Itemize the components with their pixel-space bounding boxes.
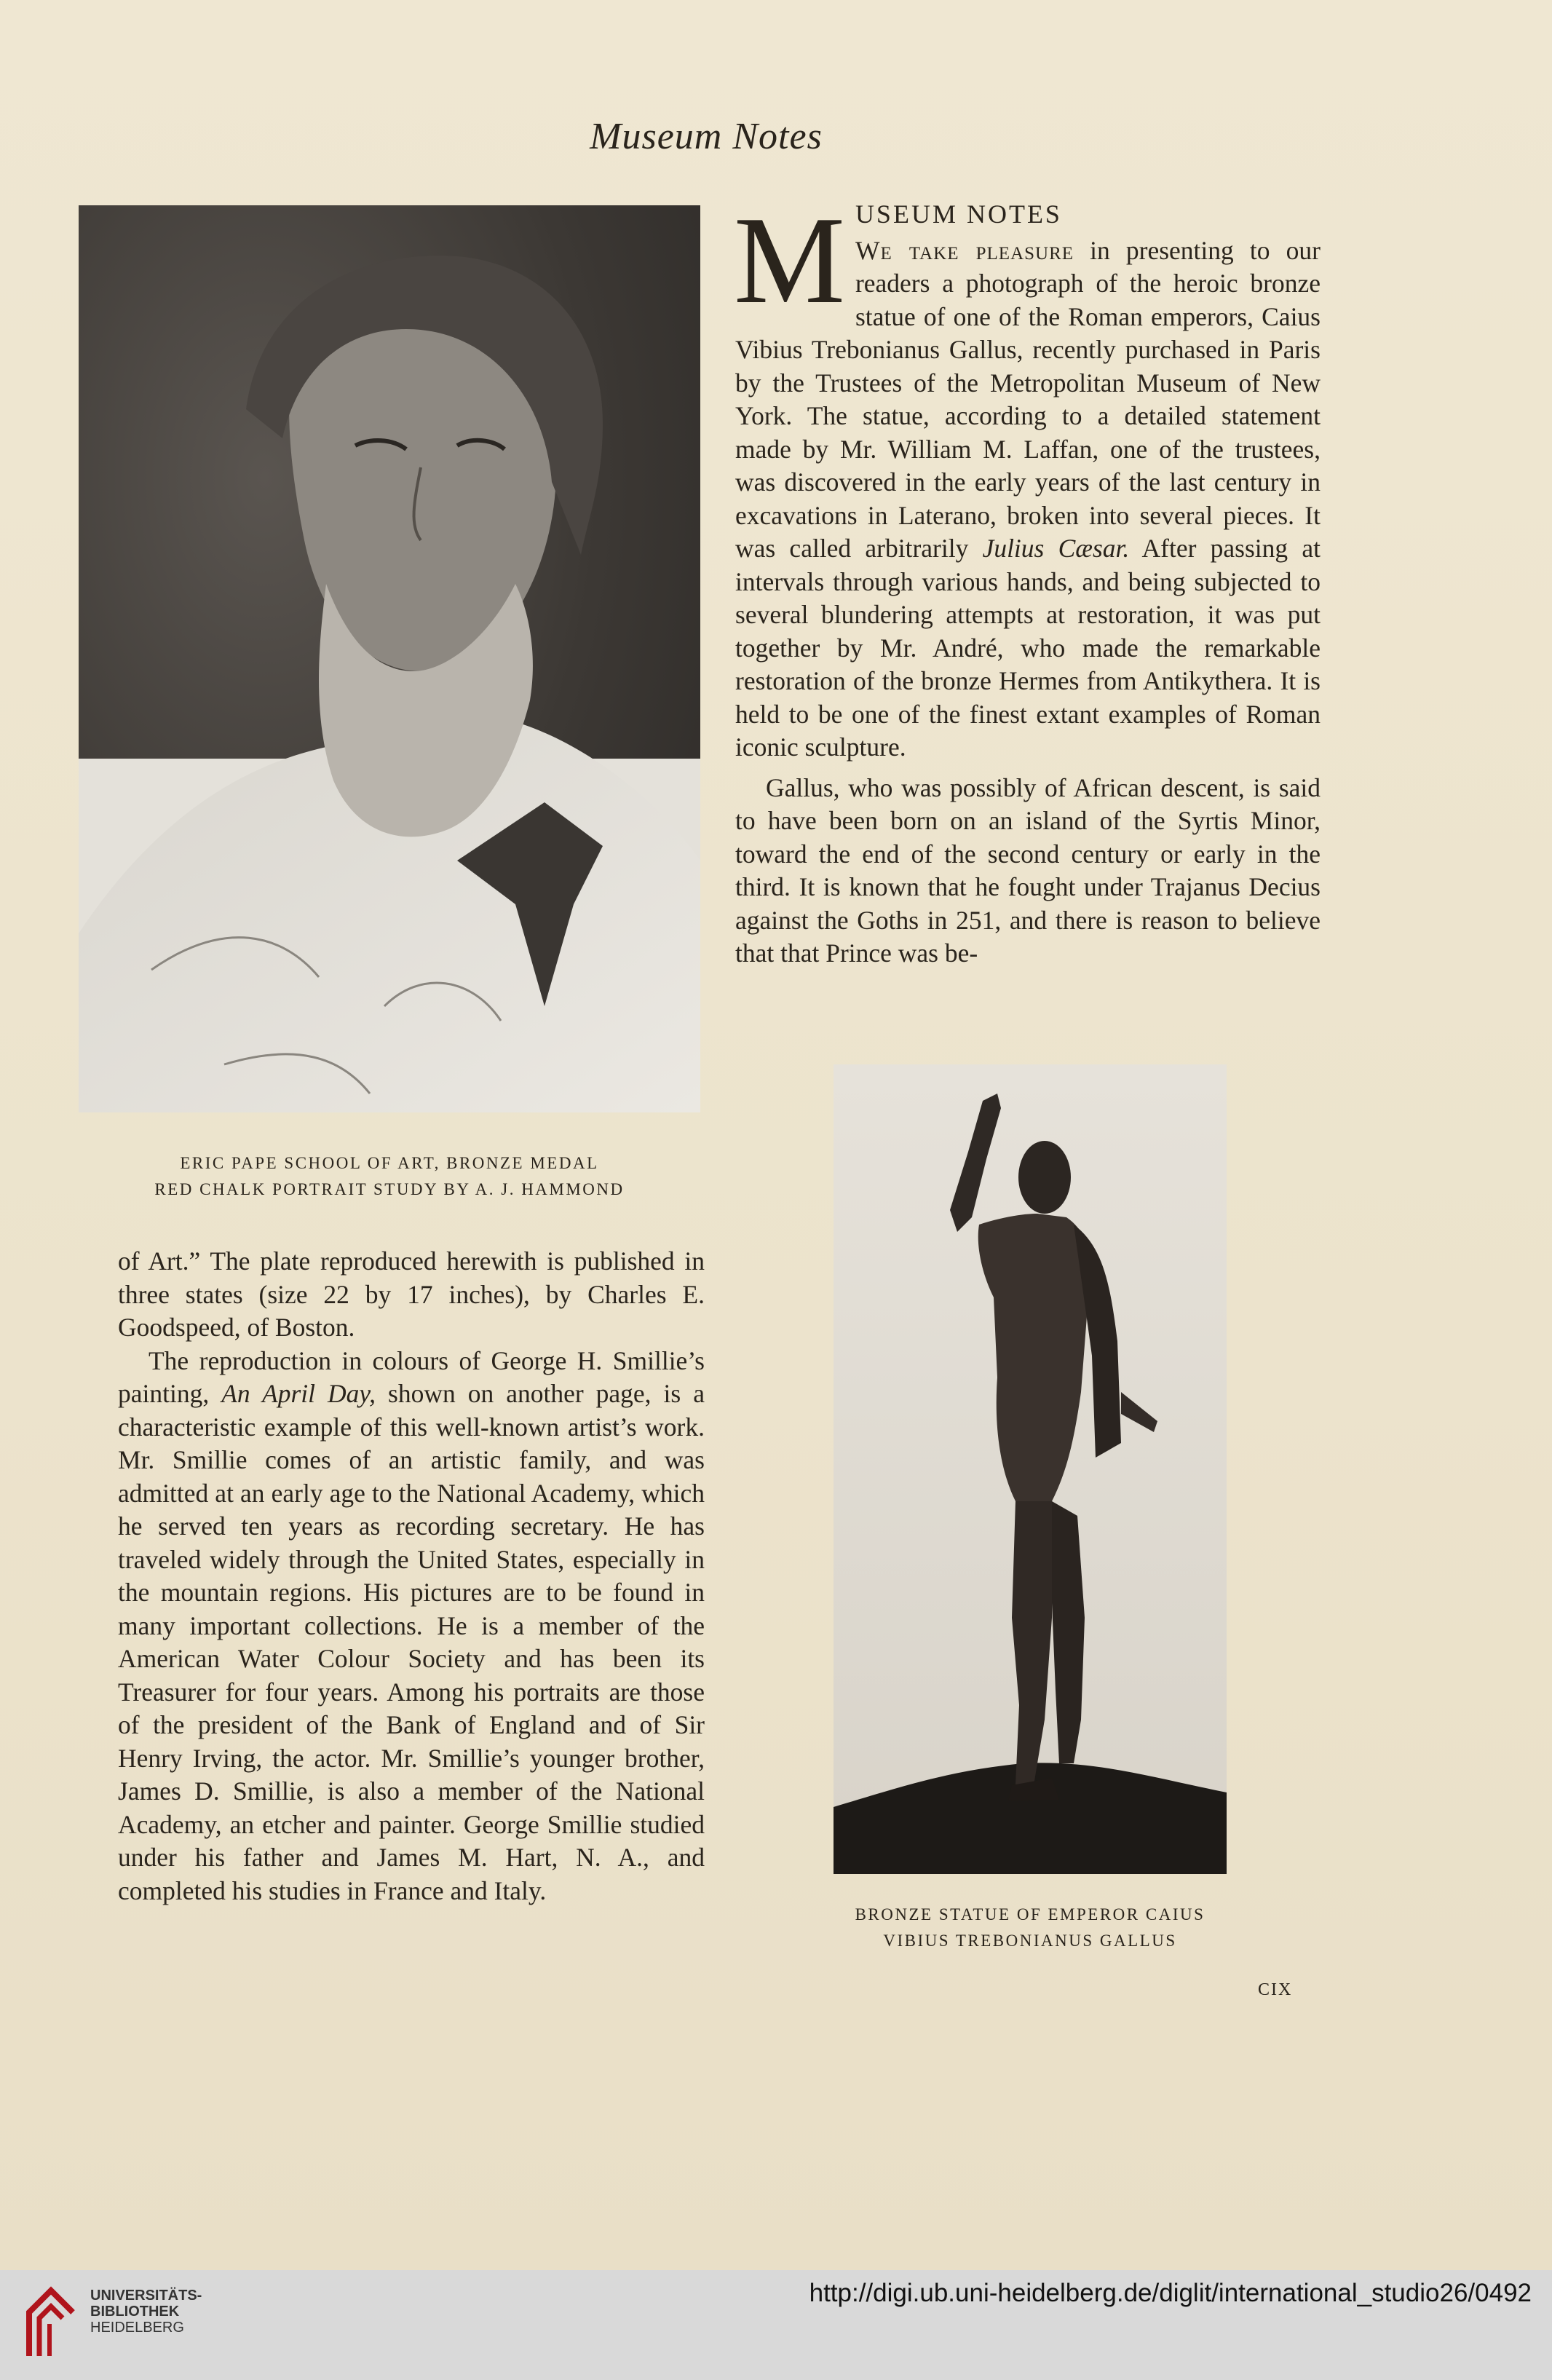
library-name — [90, 2288, 202, 2336]
article-paragraph-1 — [734, 191, 1321, 764]
italic-title-an-april-day: An April Day, — [221, 1379, 376, 1408]
statue-photograph — [834, 1064, 1227, 1874]
source-url-link[interactable]: http://digi.ub.uni-heidelberg.de/diglit/international_studio26/0492 — [809, 2279, 1532, 2307]
library-name-line-1: UNIVERSITÄTS- — [90, 2288, 202, 2304]
portrait-plate — [79, 205, 700, 1112]
statue-caption-line-2: VIBIUS TREBONIANUS GALLUS — [883, 1932, 1177, 1950]
italic-title-julius-caesar: Julius Cæsar. — [982, 534, 1130, 563]
article-column-left — [118, 1245, 705, 1907]
left-paragraph-2 — [118, 1345, 705, 1908]
left-text-2a: The reproduction in colours of George H. Smillie’s painting, — [118, 1345, 705, 1408]
drop-cap: M — [734, 191, 845, 330]
portrait-caption — [79, 1150, 700, 1203]
statue-caption — [801, 1902, 1259, 1954]
article-paragraph-2: Gallus, who was possibly of African descent, is said to have been born on an island of the Syrtis Minor, toward the end of the second century or early in the third. It is known that he fought under Trajanus Decius against the Goths in 251, and there is reason to believe that that Prince was be- — [735, 772, 1321, 968]
library-logo-icon — [22, 2283, 80, 2363]
library-name-line-2: BIBLIOTHEK — [90, 2304, 180, 2320]
left-paragraph-1: of Art.” The plate reproduced herewith is published in three states (size 22 by 17 inches), by Charles E. Goodspeed, of Boston. — [118, 1246, 705, 1342]
article-text-1a: in presenting to our readers a photograph of the heroic bronze statue of one of the Roman emperors, Caius Vibius Trebonianus Gallus, recently purchased in Paris by the Trustees of the Metropolitan Museum of New York. The statue, according to a detailed statement made by Mr. William M. Laffan, one of the trustees, was discovered in the early years of the last century in excavations in Laterano, broken into several pieces. It was called arbitrarily — [735, 235, 1321, 563]
page-folio: CIX — [1258, 1980, 1293, 1999]
lead-in-small-caps: We take pleasure — [855, 235, 1074, 265]
running-head: Museum Notes — [590, 116, 823, 157]
library-name-line-3: HEIDELBERG — [90, 2320, 184, 2336]
portrait-caption-line-1: ERIC PAPE SCHOOL OF ART, BRONZE MEDAL — [180, 1154, 599, 1172]
statue-plate — [834, 1064, 1227, 1874]
article-heading: USEUM NOTES — [855, 199, 1062, 229]
article-column-right — [735, 191, 1321, 970]
portrait-caption-line-2: RED CHALK PORTRAIT STUDY BY A. J. HAMMOND — [154, 1180, 625, 1198]
portrait-drawing — [79, 205, 700, 1112]
article-text-1b: After passing at intervals through various hands, and being subjected to several blundering attempts at restoration, it was put together by Mr. André, who made the remarkable restoration of the bronze Hermes from Antikythera. It is held to be one of the finest extant examples of Roman iconic sculpture. — [735, 534, 1321, 762]
statue-caption-line-1: BRONZE STATUE OF EMPEROR CAIUS — [855, 1905, 1205, 1924]
left-text-2b: shown on another page, is a characteristic example of this well-known artist’s work. Mr. Smillie comes of an artistic family, and was admitted at an early age to the National Academy, which he served ten years as recording secretary. He has traveled widely through the United States, especially in the mountain regions. His pictures are to be found in many important collections. He is a member of the American Water Colour Society and has been its Treasurer for four years. Among his portraits are those of the president of the Bank of England and of Sir Henry Irving, the actor. Mr. Smillie’s younger brother, James D. Smillie, is also a member of the National Academy, an etcher and painter. George Smillie studied under his father and James M. Hart, N. A., and completed his studies in France and Italy. — [118, 1379, 705, 1905]
